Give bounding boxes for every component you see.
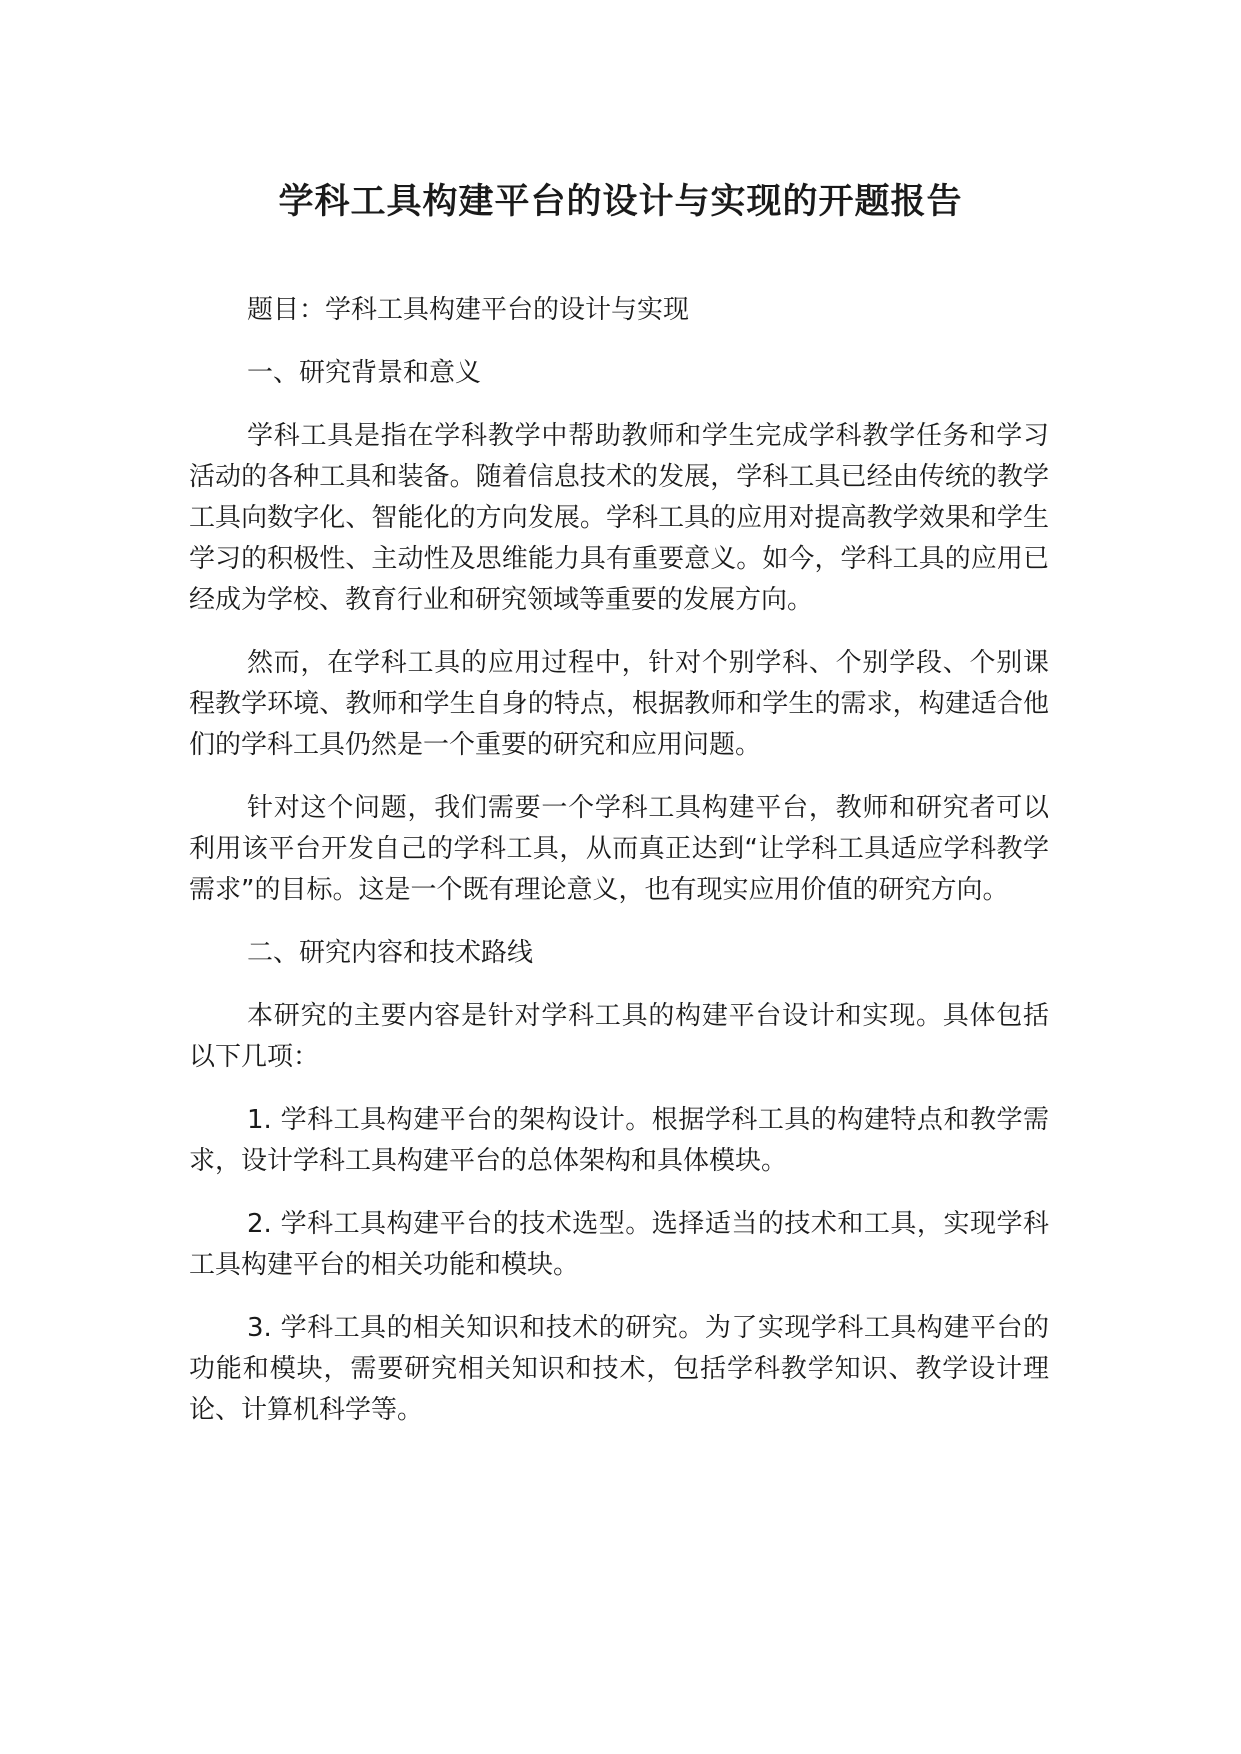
list-item: 2. 学科工具构建平台的技术选型。选择适当的技术和工具，实现学科工具构建平台的相关功能和模块。 — [189, 1209, 1049, 1280]
document-body — [189, 290, 1049, 1453]
document-title: 学科工具构建平台的设计与实现的开题报告 — [278, 182, 963, 222]
paragraph: 学科工具是指在学科教学中帮助教师和学生完成学科教学任务和学习活动的各种工具和装备。随着信息技术的发展，学科工具已经由传统的教学工具向数字化、智能化的方向发展。学科工具的应用对提高教学效果和学生学习的积极性、主动性及思维能力具有重要意义。如今，学科工具的应用已经成为学校、教育行业和研究领域等重要的发展方向。 — [189, 421, 1049, 615]
paragraph: 然而，在学科工具的应用过程中，针对个别学科、个别学段、个别课程教学环境、教师和学生自身的特点，根据教师和学生的需求，构建适合他们的学科工具仍然是一个重要的研究和应用问题。 — [189, 648, 1049, 760]
list-item: 1. 学科工具构建平台的架构设计。根据学科工具的构建特点和教学需求，设计学科工具构建平台的总体架构和具体模块。 — [189, 1105, 1049, 1176]
list-item: 3. 学科工具的相关知识和技术的研究。为了实现学科工具构建平台的功能和模块，需要研究相关知识和技术，包括学科教学知识、教学设计理论、计算机科学等。 — [189, 1313, 1049, 1425]
section-heading-background: 一、研究背景和意义 — [247, 358, 482, 388]
section-heading-content: 二、研究内容和技术路线 — [247, 938, 534, 968]
paragraph: 针对这个问题，我们需要一个学科工具构建平台，教师和研究者可以利用该平台开发自己的学科工具，从而真正达到“让学科工具适应学科教学需求”的目标。这是一个既有理论意义，也有现实应用价值的研究方向。 — [189, 793, 1049, 905]
paragraph: 本研究的主要内容是针对学科工具的构建平台设计和实现。具体包括以下几项： — [189, 1001, 1049, 1072]
topic-line: 题目：学科工具构建平台的设计与实现 — [247, 295, 690, 325]
